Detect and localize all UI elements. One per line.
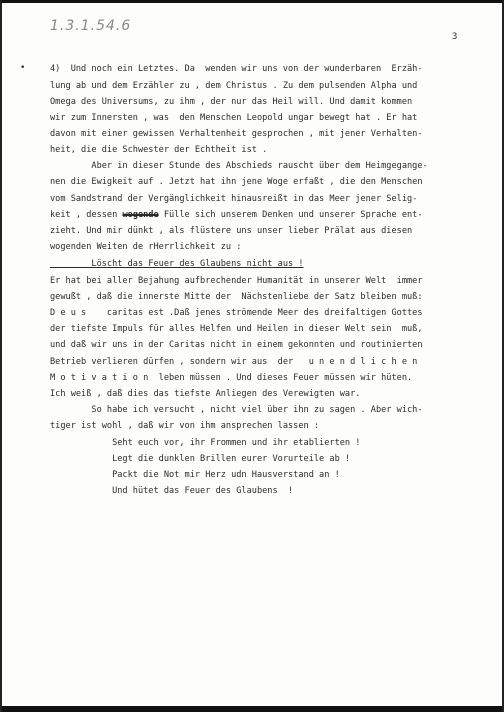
text-line: zieht. Und mir dünkt , als flüstere uns unser lieber Prälat aus diesen — [50, 226, 413, 236]
text-line: lung ab und dem Erzähler zu , dem Christus . Zu dem pulsenden Alpha und — [50, 81, 418, 91]
verse-line: Seht euch vor, ihr Frommen und ihr etablierten ! — [50, 438, 361, 448]
text-line: davon mit einer gewissen Verhaltenheit gesprochen , mit jener Verhalten- — [50, 129, 423, 139]
text-segment: Fülle sich unserem Denken und unserer Sprache ent- — [158, 210, 423, 220]
verse-line: Packt die Not mir Herz udn Hausverstand an ! — [50, 470, 340, 480]
text-line: 4) Und noch ein Letztes. Da wenden wir uns von der wunderbaren Erzäh- — [50, 64, 423, 74]
text-line: Betrieb verlieren dürfen , sondern wir aus der u n e n d l i c h e n — [50, 357, 418, 367]
text-line: So habe ich versucht , nicht viel über ihn zu sagen . Aber wich- — [50, 405, 423, 415]
scan-border-left — [0, 0, 2, 712]
text-line: wogenden Weiten de rHerrlichkeit zu : — [50, 242, 242, 252]
text-line: der tiefste Impuls für alles Helfen und Heilen in dieser Welt sein muß, — [50, 324, 423, 334]
text-line: und daß wir uns in der Caritas nicht in einem gekonnten und routinierten — [50, 340, 423, 350]
scan-border-bottom — [0, 706, 504, 712]
text-line: Er hat bei aller Bejahung aufbrechender Humanität in unserer Welt immer — [50, 276, 423, 286]
margin-bullet: • — [20, 63, 26, 73]
struck-out-word: wogende — [122, 210, 159, 220]
underlined-heading: Löscht das Feuer des Glaubens nicht aus ! — [50, 259, 304, 269]
text-line: tiger ist wohl , daß wir von ihm ansprechen lassen : — [50, 421, 320, 431]
text-segment: keit , dessen — [50, 210, 123, 220]
text-line: Aber in dieser Stunde des Abschieds rauscht über dem Heimgegange- — [50, 161, 428, 171]
text-line: Ich weiß , daß dies das tiefste Anliegen des Verewigten war. — [50, 389, 361, 399]
verse-line: Legt die dunklen Brillen eurer Vorurteile ab ! — [50, 454, 351, 464]
handwritten-reference: 1.3.1.54.6 — [50, 18, 132, 34]
text-line: heit, die die Schwester der Echtheit ist . — [50, 145, 268, 155]
scan-border-top — [0, 0, 504, 3]
text-line: M o t i v a t i o n leben müssen . Und dieses Feuer müssen wir hüten. — [50, 373, 413, 383]
text-line: wir zum Innersten , was den Menschen Leopold ungar bewegt hat . Er hat — [50, 113, 418, 123]
text-line: nen die Ewigkeit auf . Jetzt hat ihn jene Woge erfaßt , die den Menschen — [50, 177, 423, 187]
text-line: D e u s caritas est .Daß jenes strömende Meer des dreifaltigen Gottes — [50, 308, 423, 318]
text-line: gewußt , daß die innerste Mitte der Nächstenliebe der Satz bleiben muß: — [50, 292, 423, 302]
text-line-with-strikeout — [50, 210, 423, 220]
verse-line: Und hütet das Feuer des Glaubens ! — [50, 486, 294, 496]
text-line: vom Sandstrand der Vergänglichkeit hinausreißt in das Meer jener Selig- — [50, 194, 418, 204]
text-line: Omega des Universums, zu ihm , der nur das Heil will. Und damit kommen — [50, 97, 413, 107]
page-number: 3 — [452, 32, 458, 42]
